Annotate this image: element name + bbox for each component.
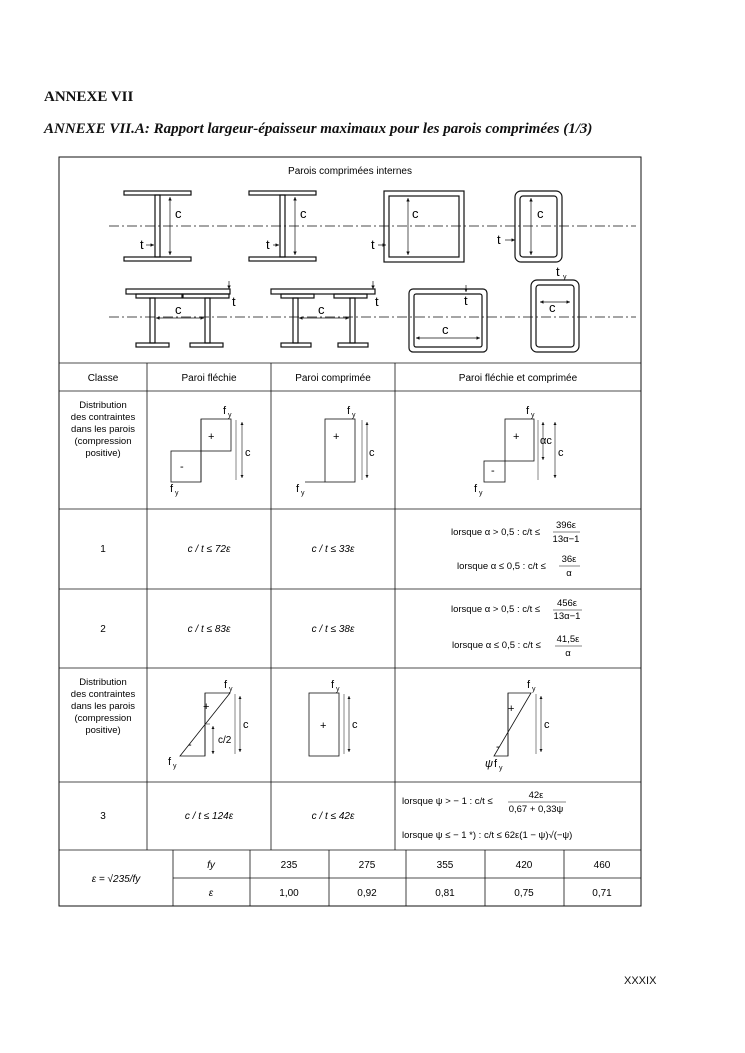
figure-mark (249, 257, 316, 261)
figure-mark: 275 (358, 860, 376, 871)
figure-mark (536, 285, 574, 347)
label-t-2: t (266, 237, 270, 252)
flechie-3: c / t ≤ 124ε (184, 811, 234, 822)
figure-mark: 0,75 (514, 888, 534, 899)
distribution-label-2 (71, 677, 136, 736)
fy-bot-1: f (170, 483, 174, 495)
figure-mark: + (203, 701, 210, 713)
comprimee-3: c / t ≤ 42ε (311, 811, 355, 822)
label-t-1: t (140, 237, 144, 252)
fy-top-1: f (223, 405, 227, 417)
figure-mark: (compression (74, 436, 132, 447)
figure-mark: (compression (74, 713, 132, 724)
figure-mark: dans les parois (71, 424, 135, 435)
figure-mark: f (474, 483, 478, 495)
figure-mark (201, 419, 231, 451)
figure-mark (325, 419, 355, 482)
figure-mark: f (527, 679, 531, 691)
label-c-6: c (318, 302, 325, 317)
ac-label: αc (540, 435, 552, 447)
figure-mark: f (168, 756, 172, 768)
figure-mark: y (531, 412, 535, 419)
figure-mark: f (296, 483, 300, 495)
figure-mark (414, 294, 482, 347)
figure-mark: c (352, 719, 358, 731)
label-t-5: t (232, 294, 236, 309)
header-paroi-comprimee: Paroi comprimée (295, 373, 371, 384)
annex-subheading: ANNEXE VII.A: Rapport largeur-épaisseur maximaux pour les parois comprimées (1/3) (44, 121, 593, 137)
psi-label: ψ (485, 758, 494, 770)
header-paroi-flechie: Paroi fléchie (181, 373, 237, 384)
comprimee-1: c / t ≤ 33ε (311, 544, 355, 555)
label-t-3: t (371, 237, 375, 252)
figure-mark: + (508, 703, 515, 715)
figure-mark: y (336, 686, 340, 693)
flechie-2: c / t ≤ 83ε (187, 624, 231, 635)
figure-mark: + (320, 720, 327, 732)
classe-3: 3 (100, 811, 106, 822)
figure-mark (389, 196, 459, 257)
figure-mark: y (352, 412, 356, 419)
figure-mark (505, 419, 534, 461)
box-section-7 (409, 289, 487, 352)
figure-mark: c (544, 719, 550, 731)
figure-mark (171, 451, 201, 482)
combined-3b: lorsque ψ ≤ − 1 *) : c/t ≤ 62ε(1 − ψ)√(−ψ) (402, 830, 573, 841)
figure-mark (124, 257, 191, 261)
figure-mark: f (526, 405, 530, 417)
c-d2: c (369, 447, 375, 459)
figure-mark (350, 298, 355, 343)
figure-mark (338, 343, 368, 347)
figure-mark (384, 191, 464, 262)
plus-c1: + (333, 431, 340, 443)
figure-mark: 420 (515, 860, 533, 871)
figure-mark: 0,81 (435, 888, 455, 899)
figure-mark (249, 191, 316, 195)
figure-mark: 1,00 (279, 888, 299, 899)
figure-mark: 355 (436, 860, 454, 871)
figure-mark: y (499, 765, 503, 772)
fy-header: fy (207, 860, 215, 871)
classe-1: 1 (100, 544, 106, 555)
figure-mark: des contraintes (70, 412, 136, 423)
annex-heading: ANNEXE VII (44, 89, 134, 105)
figure-mark: y (479, 490, 483, 497)
rhs-section-8 (531, 280, 579, 352)
figure-mark: 13α−1 (553, 611, 581, 622)
figure-mark: - (188, 739, 192, 751)
label-c-3: c (412, 206, 419, 221)
figure-mark (409, 289, 487, 352)
figure-mark: f (224, 679, 228, 691)
figure-mark: c (558, 447, 564, 459)
figure-mark: - (491, 465, 495, 477)
stress-diagram-elastic-combined (494, 693, 541, 756)
label-t-6: t (375, 294, 379, 309)
combined-1a: lorsque α > 0,5 : c/t ≤ (451, 527, 541, 538)
figure-mark: f (494, 758, 498, 770)
combined-1b: lorsque α ≤ 0,5 : c/t ≤ (457, 561, 546, 572)
figure-mark: y (173, 763, 177, 770)
label-t-4: t (497, 232, 501, 247)
figure-mark (124, 191, 191, 195)
figure-mark: 0,71 (592, 888, 612, 899)
plus-1: + (208, 431, 215, 443)
minus-1: - (180, 461, 184, 473)
figure-mark: positive) (85, 725, 121, 736)
figure-mark: f (347, 405, 351, 417)
figure-title: Parois comprimées internes (288, 166, 412, 177)
figure-mark (136, 343, 169, 347)
header-paroi-flechie-comprimee: Paroi fléchie et comprimée (458, 373, 578, 384)
figure-mark (531, 280, 579, 352)
figure-mark: y (228, 412, 232, 419)
label-c-8: c (549, 300, 556, 315)
figure-mark: α (565, 648, 571, 659)
figure-mark: y (229, 686, 233, 693)
figure-mark: c (243, 719, 249, 731)
classe-2: 2 (100, 624, 106, 635)
figure-mark (150, 298, 155, 343)
figure-mark: y (175, 490, 179, 497)
label-t-7: t (464, 293, 468, 308)
figure-mark (205, 298, 210, 343)
figure-mark (271, 289, 375, 294)
figure-mark: - (496, 741, 500, 753)
stress-diagram-compression-1 (305, 419, 367, 482)
label-c-2: c (300, 206, 307, 221)
stress-diagram-elastic-compression (309, 693, 349, 756)
box-section-3 (384, 191, 464, 262)
comprimee-2: c / t ≤ 38ε (311, 624, 355, 635)
rhs-section-4 (515, 191, 562, 262)
label-t-8: t (556, 264, 560, 279)
table-frame (59, 157, 641, 906)
combined-2b: lorsque α ≤ 0,5 : c/t ≤ (452, 640, 541, 651)
figure-mark: dans les parois (71, 701, 135, 712)
figure-mark: f (331, 679, 335, 691)
fy-values (281, 860, 611, 871)
label-c-7: c (442, 322, 449, 337)
figure-mark: 0,67 + 0,33ψ (508, 804, 564, 815)
flechie-1: c / t ≤ 72ε (187, 544, 231, 555)
figure-mark: Distribution (79, 677, 127, 688)
figure-mark: 41,5ε (556, 634, 580, 645)
figure-mark: des contraintes (70, 689, 136, 700)
figure-mark: Distribution (79, 400, 127, 411)
figure-mark: 36ε (561, 554, 577, 565)
figure-mark: y (532, 686, 536, 693)
figure-mark (293, 298, 298, 343)
page-number: XXXIX (624, 975, 657, 987)
figure-mark (183, 294, 229, 298)
combined-3a: lorsque ψ > − 1 : c/t ≤ (402, 796, 493, 807)
figure-mark: 235 (280, 860, 298, 871)
figure-mark (281, 343, 311, 347)
label-c-5: c (175, 302, 182, 317)
figure-mark: 13α−1 (552, 534, 580, 545)
figure-mark: 396ε (555, 520, 577, 531)
figure-mark (126, 289, 230, 294)
epsilon-definition: ε = √235/fy (91, 874, 141, 885)
header-classe: Classe (87, 373, 119, 384)
figure-mark (515, 191, 562, 262)
figure-mark (190, 343, 223, 347)
figure-mark: y (301, 490, 305, 497)
figure-mark: α (566, 568, 572, 579)
figure-mark (136, 294, 182, 298)
figure-mark: positive) (85, 448, 121, 459)
figure-mark (334, 294, 367, 298)
eps-header: ε (208, 888, 214, 899)
figure-mark: + (513, 431, 520, 443)
distribution-label-1 (71, 400, 136, 459)
figure-mark: 456ε (556, 598, 578, 609)
c-half-label: c/2 (218, 735, 232, 746)
figure-mark: 0,92 (357, 888, 377, 899)
label-c-1: c (175, 206, 182, 221)
label-c-4: c (537, 206, 544, 221)
figure-mark: 42ε (528, 790, 544, 801)
label-ty-8: y (563, 274, 567, 281)
c-d1: c (245, 447, 251, 459)
figure-mark (281, 294, 314, 298)
combined-2a: lorsque α > 0,5 : c/t ≤ (451, 604, 541, 615)
figure-mark: 460 (593, 860, 611, 871)
